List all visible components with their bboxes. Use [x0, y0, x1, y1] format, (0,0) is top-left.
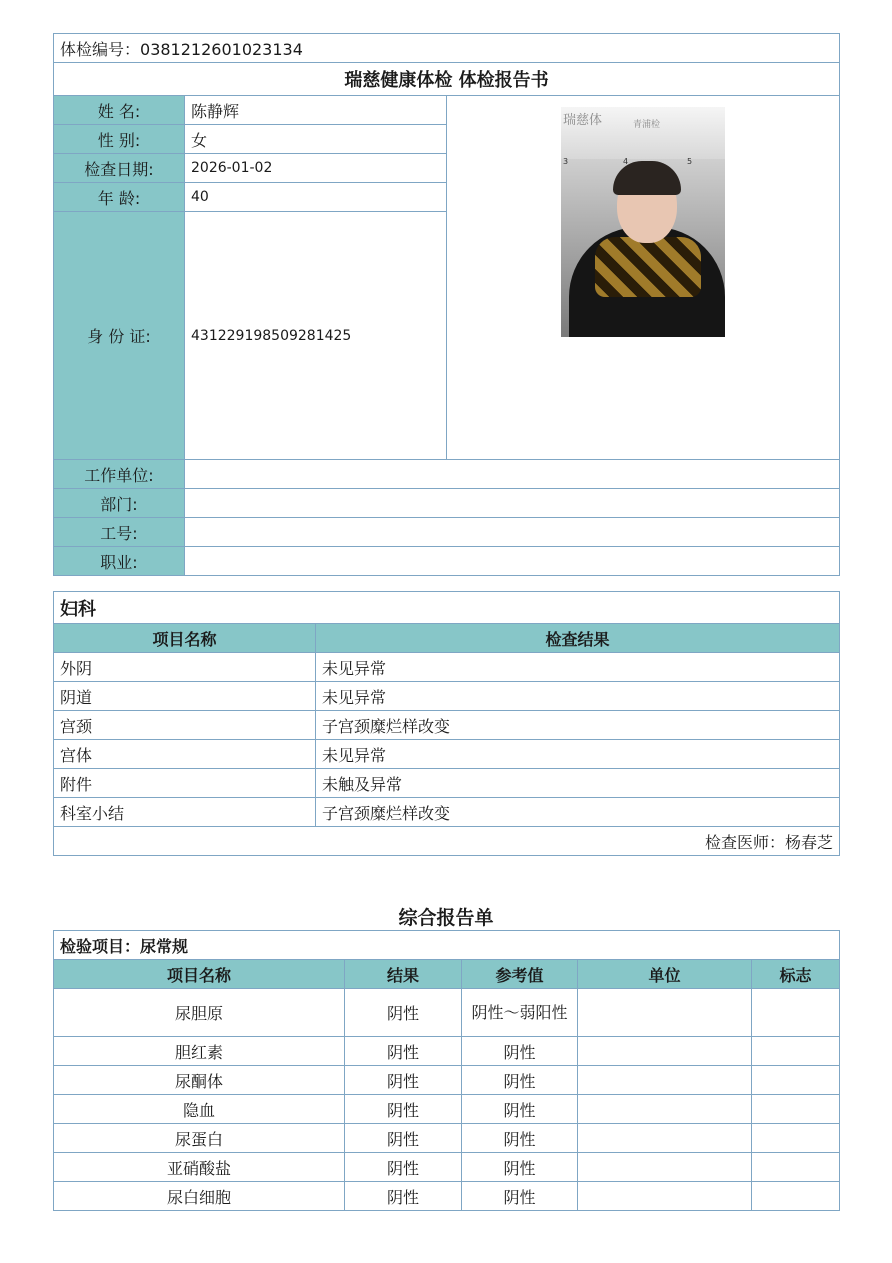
test-item-name: 尿常规	[140, 936, 189, 956]
photo-tick: 4	[623, 157, 629, 166]
exam-number-label: 体检编号：	[60, 39, 141, 59]
item-result: 阴性	[345, 1037, 462, 1066]
item-unit	[578, 1037, 752, 1066]
table-row	[54, 798, 840, 827]
table-row	[54, 740, 840, 769]
item-flag	[752, 1182, 840, 1211]
exam-date-label: 检查日期:	[54, 154, 185, 183]
job-number-label: 工号:	[54, 518, 185, 547]
personal-info-table	[53, 33, 840, 576]
item-result: 未见异常	[316, 682, 840, 711]
table-row	[54, 1153, 840, 1182]
photo-tick: 3	[563, 157, 569, 166]
item-unit	[578, 1153, 752, 1182]
item-reference: 阴性	[462, 1037, 578, 1066]
personal-info-block	[53, 33, 839, 576]
column-header-result: 检查结果	[316, 624, 840, 653]
item-name: 亚硝酸盐	[54, 1153, 345, 1182]
item-unit	[578, 1095, 752, 1124]
gender-value: 女	[185, 125, 447, 154]
item-reference: 阴性	[462, 1182, 578, 1211]
gender-label: 性 别:	[54, 125, 185, 154]
column-header-flag: 标志	[752, 960, 840, 989]
table-row	[54, 1182, 840, 1211]
item-name: 宫颈	[54, 711, 316, 740]
photo-watermark-small: 青浦检	[633, 120, 661, 130]
occupation-label: 职业:	[54, 547, 185, 576]
item-result: 子宫颈糜烂样改变	[316, 711, 840, 740]
employer-value	[185, 460, 840, 489]
column-header-item: 项目名称	[54, 960, 345, 989]
item-result: 阴性	[345, 1153, 462, 1182]
employer-label: 工作单位:	[54, 460, 185, 489]
table-row	[54, 989, 840, 1037]
item-result: 未见异常	[316, 740, 840, 769]
item-name: 尿酮体	[54, 1066, 345, 1095]
item-result: 阴性	[345, 1095, 462, 1124]
item-name: 尿胆原	[54, 989, 345, 1037]
summary-report-title: 综合报告单	[398, 907, 494, 929]
photo-cell	[447, 96, 840, 460]
item-name: 附件	[54, 769, 316, 798]
item-reference: 阴性～弱阳性	[462, 989, 578, 1037]
occupation-value	[185, 547, 840, 576]
gynecology-table	[53, 591, 840, 856]
department-label: 部门:	[54, 489, 185, 518]
item-result: 阴性	[345, 1124, 462, 1153]
item-result: 未触及异常	[316, 769, 840, 798]
table-row	[54, 1124, 840, 1153]
item-flag	[752, 1066, 840, 1095]
id-card-value: 431229198509281425	[185, 212, 447, 460]
column-header-reference: 参考值	[462, 960, 578, 989]
item-flag	[752, 1153, 840, 1182]
table-row	[54, 653, 840, 682]
report-title: 瑞慈健康体检 体检报告书	[54, 63, 840, 96]
photo-watermark: 瑞慈体	[563, 113, 603, 128]
table-row	[54, 1037, 840, 1066]
item-reference: 阴性	[462, 1153, 578, 1182]
item-flag	[752, 1095, 840, 1124]
item-name: 尿蛋白	[54, 1124, 345, 1153]
item-unit	[578, 1124, 752, 1153]
item-result: 阴性	[345, 989, 462, 1037]
name-label: 姓 名:	[54, 96, 185, 125]
item-name: 外阴	[54, 653, 316, 682]
item-result: 阴性	[345, 1182, 462, 1211]
item-name: 阴道	[54, 682, 316, 711]
item-result: 阴性	[345, 1066, 462, 1095]
table-row	[54, 769, 840, 798]
gynecology-title: 妇科	[54, 592, 840, 624]
column-header-unit: 单位	[578, 960, 752, 989]
job-number-value	[185, 518, 840, 547]
doctor-name: 杨春芝	[784, 832, 833, 852]
exam-number-row	[54, 34, 840, 63]
item-name: 科室小结	[54, 798, 316, 827]
item-unit	[578, 1066, 752, 1095]
table-row	[54, 1066, 840, 1095]
examining-doctor	[54, 827, 840, 856]
column-header-item: 项目名称	[54, 624, 316, 653]
id-card-label: 身 份 证:	[54, 212, 185, 460]
item-flag	[752, 1124, 840, 1153]
age-label: 年 龄:	[54, 183, 185, 212]
item-name: 胆红素	[54, 1037, 345, 1066]
item-flag	[752, 1037, 840, 1066]
item-reference: 阴性	[462, 1095, 578, 1124]
item-name: 尿白细胞	[54, 1182, 345, 1211]
column-header-result: 结果	[345, 960, 462, 989]
item-name: 隐血	[54, 1095, 345, 1124]
exam-number: 0381212601023134	[140, 39, 303, 59]
table-row	[54, 1095, 840, 1124]
test-item-row	[54, 931, 840, 960]
urine-routine-section	[53, 930, 839, 1211]
age-value: 40	[185, 183, 447, 212]
item-reference: 阴性	[462, 1124, 578, 1153]
exam-date-value: 2026-01-02	[185, 154, 447, 183]
item-unit	[578, 989, 752, 1037]
item-flag	[752, 989, 840, 1037]
table-row	[54, 711, 840, 740]
test-item-label: 检验项目：	[60, 936, 141, 956]
item-result: 未见异常	[316, 653, 840, 682]
name-value: 陈静辉	[185, 96, 447, 125]
table-row	[54, 682, 840, 711]
department-value	[185, 489, 840, 518]
item-name: 宫体	[54, 740, 316, 769]
urine-routine-table	[53, 930, 840, 1211]
gynecology-section	[53, 591, 839, 856]
photo-tick: 5	[687, 157, 693, 166]
item-result: 子宫颈糜烂样改变	[316, 798, 840, 827]
item-reference: 阴性	[462, 1066, 578, 1095]
item-unit	[578, 1182, 752, 1211]
patient-photo	[561, 107, 725, 337]
doctor-label: 检查医师：	[704, 832, 785, 852]
